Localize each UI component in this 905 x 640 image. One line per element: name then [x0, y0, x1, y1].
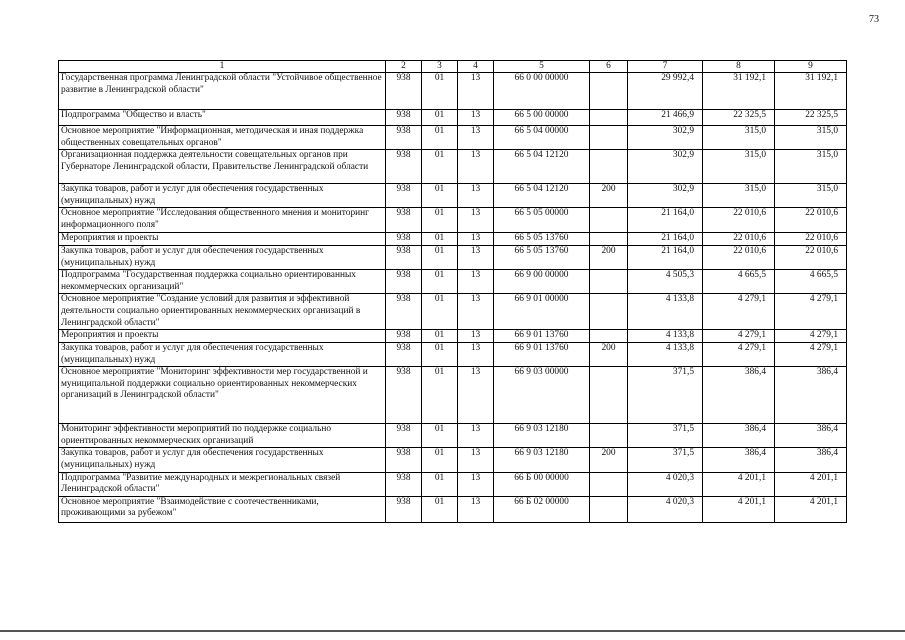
cell-section-code: 01	[422, 367, 458, 424]
cell-subsection-code: 13	[458, 184, 494, 208]
cell-amount-year-1: 4 505,3	[628, 270, 703, 294]
cell-target-article: 66 5 05 13760	[494, 233, 590, 246]
table-row	[59, 110, 847, 126]
cell-section-code: 01	[422, 294, 458, 330]
cell-subsection-code: 13	[458, 448, 494, 472]
cell-subsection-code: 13	[458, 245, 494, 269]
cell-ministry-code: 938	[386, 245, 422, 269]
header-row	[59, 61, 847, 73]
cell-section-code: 01	[422, 126, 458, 150]
cell-amount-year-2: 4 279,1	[703, 294, 775, 330]
cell-amount-year-2: 22 325,5	[703, 110, 775, 126]
cell-row-name: Мероприятия и проекты	[59, 330, 386, 343]
cell-target-article: 66 9 01 13760	[494, 330, 590, 343]
cell-amount-year-2: 4 279,1	[703, 330, 775, 343]
cell-section-code: 01	[422, 330, 458, 343]
cell-subsection-code: 13	[458, 208, 494, 233]
cell-amount-year-1: 302,9	[628, 150, 703, 184]
table-row	[59, 233, 847, 246]
cell-ministry-code: 938	[386, 472, 422, 496]
cell-subsection-code: 13	[458, 472, 494, 496]
cell-subsection-code: 13	[458, 367, 494, 424]
table-row	[59, 184, 847, 208]
cell-row-name: Закупка товаров, работ и услуг для обеспечения государственных (муниципальных) нужд	[59, 245, 386, 269]
cell-amount-year-3: 386,4	[775, 424, 847, 448]
cell-target-article: 66 9 01 13760	[494, 342, 590, 366]
cell-amount-year-1: 302,9	[628, 184, 703, 208]
cell-section-code: 01	[422, 233, 458, 246]
cell-target-article: 66 9 00 00000	[494, 270, 590, 294]
cell-amount-year-3: 4 201,1	[775, 472, 847, 496]
cell-target-article: 66 0 00 00000	[494, 73, 590, 110]
cell-amount-year-3: 4 665,5	[775, 270, 847, 294]
cell-target-article: 66 9 03 00000	[494, 367, 590, 424]
column-header-9: 9	[775, 61, 847, 73]
cell-subsection-code: 13	[458, 270, 494, 294]
cell-ministry-code: 938	[386, 367, 422, 424]
cell-amount-year-1: 21 164,0	[628, 245, 703, 269]
cell-section-code: 01	[422, 110, 458, 126]
cell-target-article: 66 5 05 00000	[494, 208, 590, 233]
cell-section-code: 01	[422, 472, 458, 496]
cell-section-code: 01	[422, 270, 458, 294]
cell-ministry-code: 938	[386, 110, 422, 126]
cell-section-code: 01	[422, 184, 458, 208]
scan-bottom-edge	[0, 630, 905, 632]
cell-expense-type	[590, 73, 628, 110]
cell-expense-type	[590, 367, 628, 424]
cell-subsection-code: 13	[458, 424, 494, 448]
cell-amount-year-1: 371,5	[628, 367, 703, 424]
cell-ministry-code: 938	[386, 496, 422, 522]
cell-ministry-code: 938	[386, 330, 422, 343]
cell-row-name: Закупка товаров, работ и услуг для обеспечения государственных (муниципальных) нужд	[59, 448, 386, 472]
cell-amount-year-2: 22 010,6	[703, 233, 775, 246]
cell-expense-type	[590, 330, 628, 343]
cell-ministry-code: 938	[386, 150, 422, 184]
table-row	[59, 367, 847, 424]
cell-amount-year-3: 315,0	[775, 126, 847, 150]
cell-expense-type	[590, 294, 628, 330]
cell-row-name: Основное мероприятие "Создание условий для развития и эффективной деятельности социально ориентированных некоммерческих организаций в Ленинградской области"	[59, 294, 386, 330]
cell-ministry-code: 938	[386, 448, 422, 472]
cell-expense-type: 200	[590, 448, 628, 472]
cell-row-name: Основное мероприятие "Взаимодействие с соотечественниками, проживающими за рубежом"	[59, 496, 386, 522]
cell-ministry-code: 938	[386, 424, 422, 448]
cell-amount-year-2: 4 279,1	[703, 342, 775, 366]
cell-target-article: 66 9 03 12180	[494, 448, 590, 472]
cell-amount-year-1: 4 020,3	[628, 496, 703, 522]
cell-amount-year-1: 21 164,0	[628, 233, 703, 246]
cell-amount-year-1: 29 992,4	[628, 73, 703, 110]
cell-subsection-code: 13	[458, 126, 494, 150]
cell-row-name: Подпрограмма "Развитие международных и межрегиональных связей Ленинградской области"	[59, 472, 386, 496]
cell-target-article: 66 5 04 12120	[494, 184, 590, 208]
column-header-5: 5	[494, 61, 590, 73]
cell-expense-type	[590, 110, 628, 126]
cell-row-name: Государственная программа Ленинградской области "Устойчивое общественное развитие в Ленинградской области"	[59, 73, 386, 110]
cell-amount-year-3: 386,4	[775, 367, 847, 424]
cell-expense-type	[590, 270, 628, 294]
cell-section-code: 01	[422, 150, 458, 184]
cell-subsection-code: 13	[458, 73, 494, 110]
cell-amount-year-2: 4 201,1	[703, 472, 775, 496]
cell-section-code: 01	[422, 73, 458, 110]
cell-amount-year-1: 302,9	[628, 126, 703, 150]
table-row	[59, 73, 847, 110]
cell-expense-type	[590, 496, 628, 522]
table-row	[59, 150, 847, 184]
cell-ministry-code: 938	[386, 270, 422, 294]
cell-amount-year-2: 31 192,1	[703, 73, 775, 110]
table-row	[59, 126, 847, 150]
cell-ministry-code: 938	[386, 294, 422, 330]
cell-amount-year-1: 4 133,8	[628, 294, 703, 330]
cell-target-article: 66 5 05 13760	[494, 245, 590, 269]
cell-row-name: Организационная поддержка деятельности совещательных органов при Губернаторе Ленинградской области, Правительстве Ленинградской области	[59, 150, 386, 184]
cell-amount-year-1: 4 133,8	[628, 330, 703, 343]
cell-target-article: 66 5 04 12120	[494, 150, 590, 184]
cell-amount-year-2: 315,0	[703, 150, 775, 184]
table-row	[59, 208, 847, 233]
cell-amount-year-3: 4 279,1	[775, 330, 847, 343]
cell-ministry-code: 938	[386, 126, 422, 150]
cell-amount-year-3: 315,0	[775, 184, 847, 208]
column-header-2: 2	[386, 61, 422, 73]
cell-amount-year-1: 4 133,8	[628, 342, 703, 366]
table-row	[59, 424, 847, 448]
column-header-4: 4	[458, 61, 494, 73]
cell-amount-year-3: 386,4	[775, 448, 847, 472]
cell-amount-year-3: 4 201,1	[775, 496, 847, 522]
cell-target-article: 66 5 00 00000	[494, 110, 590, 126]
cell-subsection-code: 13	[458, 294, 494, 330]
cell-ministry-code: 938	[386, 184, 422, 208]
cell-subsection-code: 13	[458, 342, 494, 366]
table-row	[59, 270, 847, 294]
cell-section-code: 01	[422, 245, 458, 269]
table-row	[59, 342, 847, 366]
cell-expense-type	[590, 472, 628, 496]
cell-subsection-code: 13	[458, 496, 494, 522]
cell-expense-type	[590, 424, 628, 448]
cell-row-name: Основное мероприятие "Исследования общественного мнения и мониторинг информационного поля"	[59, 208, 386, 233]
cell-subsection-code: 13	[458, 233, 494, 246]
cell-row-name: Подпрограмма "Государственная поддержка социально ориентированных некоммерческих организаций"	[59, 270, 386, 294]
column-header-8: 8	[703, 61, 775, 73]
cell-amount-year-2: 315,0	[703, 184, 775, 208]
table-header	[59, 61, 847, 73]
cell-expense-type: 200	[590, 184, 628, 208]
cell-section-code: 01	[422, 448, 458, 472]
table-row	[59, 448, 847, 472]
table-row	[59, 294, 847, 330]
cell-amount-year-3: 22 010,6	[775, 233, 847, 246]
cell-expense-type	[590, 233, 628, 246]
cell-row-name: Подпрограмма "Общество и власть"	[59, 110, 386, 126]
cell-expense-type: 200	[590, 245, 628, 269]
cell-row-name: Закупка товаров, работ и услуг для обеспечения государственных (муниципальных) нужд	[59, 184, 386, 208]
cell-amount-year-3: 22 325,5	[775, 110, 847, 126]
cell-ministry-code: 938	[386, 73, 422, 110]
cell-amount-year-2: 386,4	[703, 424, 775, 448]
cell-amount-year-1: 371,5	[628, 448, 703, 472]
column-header-1: 1	[59, 61, 386, 73]
cell-amount-year-2: 386,4	[703, 367, 775, 424]
cell-amount-year-3: 315,0	[775, 150, 847, 184]
cell-amount-year-3: 22 010,6	[775, 208, 847, 233]
cell-amount-year-1: 4 020,3	[628, 472, 703, 496]
cell-subsection-code: 13	[458, 110, 494, 126]
cell-amount-year-1: 371,5	[628, 424, 703, 448]
cell-expense-type	[590, 208, 628, 233]
cell-expense-type: 200	[590, 342, 628, 366]
cell-amount-year-2: 22 010,6	[703, 208, 775, 233]
cell-subsection-code: 13	[458, 330, 494, 343]
cell-section-code: 01	[422, 342, 458, 366]
cell-section-code: 01	[422, 496, 458, 522]
cell-ministry-code: 938	[386, 233, 422, 246]
cell-ministry-code: 938	[386, 208, 422, 233]
table-row	[59, 472, 847, 496]
cell-amount-year-2: 22 010,6	[703, 245, 775, 269]
table-row	[59, 330, 847, 343]
cell-target-article: 66 5 04 00000	[494, 126, 590, 150]
table-row	[59, 496, 847, 522]
cell-expense-type	[590, 150, 628, 184]
cell-ministry-code: 938	[386, 342, 422, 366]
cell-amount-year-2: 386,4	[703, 448, 775, 472]
cell-amount-year-3: 31 192,1	[775, 73, 847, 110]
cell-expense-type	[590, 126, 628, 150]
cell-target-article: 66 Б 02 00000	[494, 496, 590, 522]
cell-amount-year-1: 21 466,9	[628, 110, 703, 126]
budget-table	[58, 60, 847, 523]
cell-row-name: Основное мероприятие "Информационная, методическая и иная поддержка общественных совещательных органов"	[59, 126, 386, 150]
column-header-3: 3	[422, 61, 458, 73]
cell-amount-year-3: 4 279,1	[775, 342, 847, 366]
cell-amount-year-1: 21 164,0	[628, 208, 703, 233]
cell-target-article: 66 9 03 12180	[494, 424, 590, 448]
column-header-7: 7	[628, 61, 703, 73]
cell-target-article: 66 Б 00 00000	[494, 472, 590, 496]
cell-row-name: Мониторинг эффективности мероприятий по поддержке социально ориентированных некоммерческих организаций	[59, 424, 386, 448]
table-row	[59, 245, 847, 269]
cell-target-article: 66 9 01 00000	[494, 294, 590, 330]
page-number: 73	[869, 14, 879, 25]
cell-subsection-code: 13	[458, 150, 494, 184]
table-body	[59, 73, 847, 523]
cell-row-name: Основное мероприятие "Мониторинг эффективности мер государственной и муниципальной поддержки социально ориентированных некоммерческих организаций в Ленинградской области"	[59, 367, 386, 424]
cell-amount-year-3: 22 010,6	[775, 245, 847, 269]
cell-amount-year-2: 315,0	[703, 126, 775, 150]
cell-amount-year-3: 4 279,1	[775, 294, 847, 330]
cell-row-name: Мероприятия и проекты	[59, 233, 386, 246]
cell-amount-year-2: 4 201,1	[703, 496, 775, 522]
cell-amount-year-2: 4 665,5	[703, 270, 775, 294]
column-header-6: 6	[590, 61, 628, 73]
cell-section-code: 01	[422, 208, 458, 233]
cell-section-code: 01	[422, 424, 458, 448]
cell-row-name: Закупка товаров, работ и услуг для обеспечения государственных (муниципальных) нужд	[59, 342, 386, 366]
